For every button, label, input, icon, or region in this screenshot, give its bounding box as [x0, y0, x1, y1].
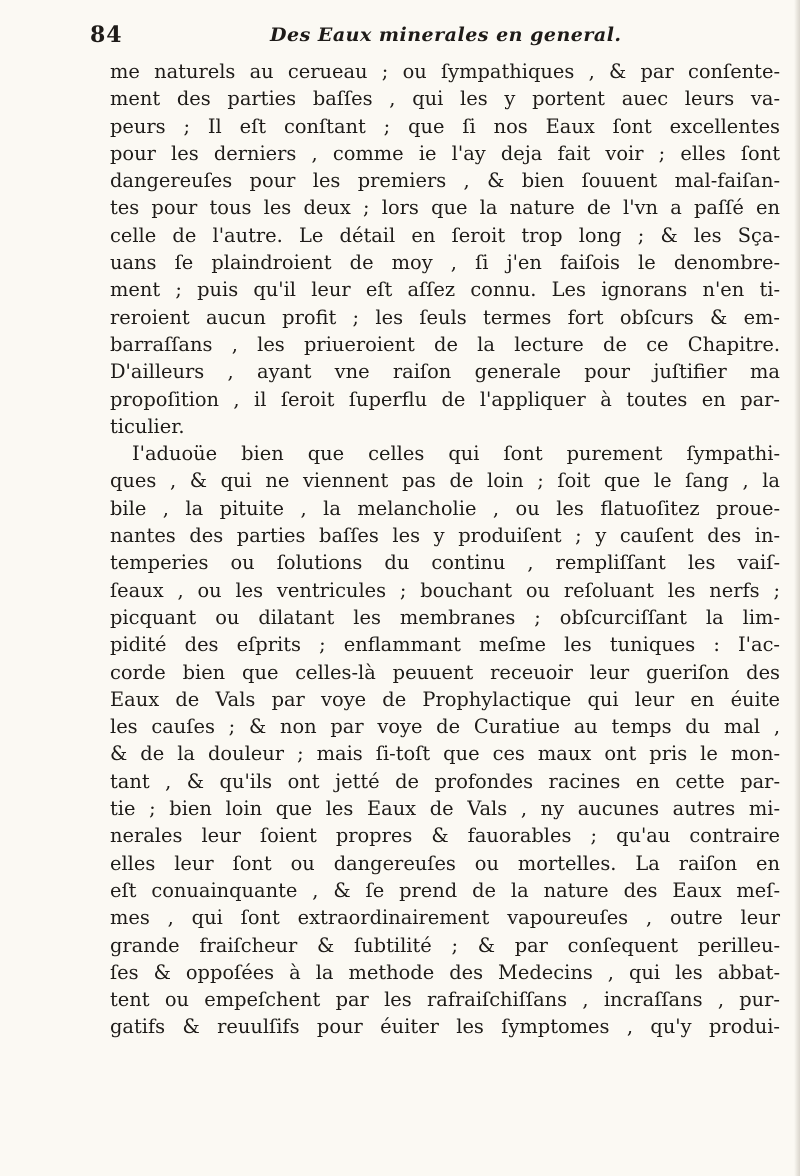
- text-line: mes , qui ſont extraordinairement vapoureuſes , outre leur: [110, 906, 780, 930]
- text-line: tes pour tous les deux ; lors que la nature de l'vn a paſſé en: [110, 196, 780, 220]
- text-line: tent ou empeſchent par les rafraiſchiſſans , incraſſans , pur-: [110, 988, 780, 1012]
- text-line: ques , & qui ne viennent pas de loin ; ſoit que le ſang , la: [110, 469, 780, 493]
- text-line: barraſſans , les priueroient de la lecture de ce Chapitre.: [110, 332, 780, 356]
- body-text: [110, 58, 780, 1041]
- text-line: dangereuſes pour les premiers , & bien ſouuent mal-faiſan-: [110, 169, 780, 193]
- text-line: tie ; bien loin que les Eaux de Vals , ny aucunes autres mi-: [110, 797, 780, 821]
- text-line: grande fraiſcheur & ſubtilité ; & par conſequent perilleu-: [110, 933, 780, 957]
- text-line: propoſition , il ſeroit ſuperflu de l'appliquer à toutes en par-: [110, 387, 780, 411]
- text-line: peurs ; Il eſt conſtant ; que ſi nos Eaux ſont excellentes: [110, 114, 780, 138]
- text-line: me naturels au cerueau ; ou ſympathiques , & par conſente-: [110, 60, 780, 83]
- text-line: gatifs & reuulſifs pour éuiter les ſymptomes , qu'y produi-: [110, 1015, 780, 1039]
- text-line: nantes des parties baſſes les y produiſent ; y cauſent des in-: [110, 524, 780, 548]
- text-line: picquant ou dilatant les membranes ; obſcurciſſant la lim-: [110, 605, 780, 629]
- text-line: pour les derniers , comme ie l'ay deja fait voir ; elles ſont: [110, 141, 780, 165]
- text-line: tant , & qu'ils ont jetté de profondes racines en cette par-: [110, 769, 780, 793]
- page-edge-shadow: [794, 0, 800, 1176]
- text-line: corde bien que celles-là peuuent receuoir leur gueriſon des: [110, 660, 780, 684]
- text-line: nerales leur ſoient propres & fauorables ; qu'au contraire: [110, 824, 780, 848]
- page-header: [90, 22, 780, 52]
- text-line: D'ailleurs , ayant vne raiſon generale pour juſtifier ma: [110, 360, 780, 384]
- text-line: reroient aucun profit ; les ſeuls termes fort obſcurs & em-: [110, 305, 780, 329]
- text-line: bile , la pituite , la melancholie , ou les flatuoſitez proue-: [110, 496, 780, 520]
- running-head: Des Eaux minerales en general.: [270, 24, 622, 46]
- text-line: temperies ou ſolutions du continu , rempliſſant les vaiſ-: [110, 551, 780, 575]
- paragraph-start-line: I'aduoüe bien que celles qui ſont purement ſympathi-: [132, 442, 780, 466]
- text-line: ment ; puis qu'il leur eſt aſſez connu. Les ignorans n'en ti-: [110, 278, 780, 302]
- text-line: eſt conuainquante , & ſe prend de la nature des Eaux meſ-: [110, 878, 780, 902]
- text-line: celle de l'autre. Le détail en ſeroit trop long ; & les Sça-: [110, 223, 780, 247]
- text-line: les cauſes ; & non par voye de Curatiue au temps du mal ,: [110, 715, 780, 739]
- text-line: ſeaux , ou les ventricules ; bouchant ou reſoluant les nerfs ;: [110, 578, 780, 602]
- text-line: elles leur ſont ou dangereuſes ou mortelles. La raiſon en: [110, 851, 780, 875]
- text-line: Eaux de Vals par voye de Prophylactique qui leur en éuite: [110, 687, 780, 711]
- text-line: pidité des eſprits ; enflammant meſme les tuniques : I'ac-: [110, 633, 780, 657]
- text-line: uans ſe plaindroient de moy , ſi j'en faiſois le denombre-: [110, 251, 780, 275]
- text-line: ment des parties baſſes , qui les y portent auec leurs va-: [110, 87, 780, 111]
- text-line: ticulier.: [110, 414, 185, 438]
- page-number: 84: [90, 22, 123, 48]
- text-line: ſes & oppoſées à la methode des Medecins , qui les abbat-: [110, 960, 780, 984]
- text-line: & de la douleur ; mais ſi-toſt que ces maux ont pris le mon-: [110, 742, 780, 766]
